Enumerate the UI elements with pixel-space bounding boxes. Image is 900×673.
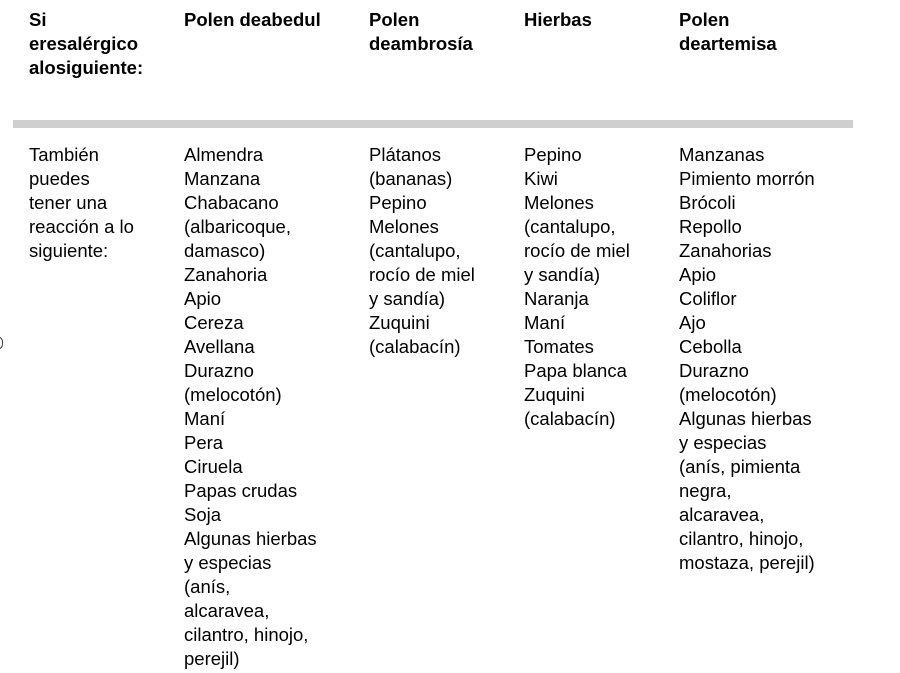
cell-line: Zuquini <box>369 312 430 333</box>
cell-line: artemisa <box>700 33 777 54</box>
cell-line: Durazno <box>184 360 254 381</box>
cell-line: Cereza <box>184 312 244 333</box>
cell-line: (calabacín) <box>524 408 616 429</box>
cell-line: Zuquini <box>524 384 585 405</box>
cell-line: Zanahoria <box>184 264 268 285</box>
cell-line: Cebolla <box>679 336 742 357</box>
cell-line: rocío de miel <box>524 240 630 261</box>
cell-line: Hierbas <box>524 9 592 30</box>
cell-line: tener una <box>29 192 108 213</box>
cell-line: y sandía) <box>369 288 446 309</box>
cell-line: (cantalupo, <box>524 216 616 237</box>
cell-line: (melocotón) <box>184 384 282 405</box>
grasses-foods-cell <box>524 143 669 431</box>
cell-line: Polen de <box>369 9 420 54</box>
cell-line: y especias <box>184 552 272 573</box>
cell-line: (calabacín) <box>369 336 461 357</box>
cell-line: Maní <box>524 312 566 333</box>
cell-line: (albaricoque, <box>184 216 291 237</box>
cell-line: rocío de miel <box>369 264 475 285</box>
cell-line: Papa blanca <box>524 360 627 381</box>
header-cell-allergic-to <box>29 8 144 80</box>
cell-line: ambrosía <box>390 33 473 54</box>
cell-line: negra, <box>679 480 732 501</box>
cell-line: Polen de <box>679 9 730 54</box>
header-cell-ragweed-pollen <box>369 8 479 56</box>
cell-line: puedes <box>29 168 90 189</box>
cell-line: Plátanos <box>369 144 441 165</box>
cell-line: siguiente: <box>55 57 144 78</box>
ragweed-foods-cell <box>369 143 514 359</box>
header-cell-birch-pollen <box>184 8 359 32</box>
header-divider <box>13 120 853 128</box>
cell-line: (bananas) <box>369 168 453 189</box>
cell-line: Repollo <box>679 216 742 237</box>
cell-line: Apio <box>184 288 222 309</box>
birch-foods-cell <box>184 143 359 671</box>
cell-line: Papas crudas <box>184 480 298 501</box>
cell-line: Ciruela <box>184 456 243 477</box>
cell-line: Soja <box>184 504 222 525</box>
cell-line: abedul <box>261 9 321 30</box>
cell-line: Manzanas <box>679 144 765 165</box>
cell-line: (anís, <box>184 576 231 597</box>
cell-line: reacción a lo <box>29 216 134 237</box>
cell-line: Ajo <box>679 312 706 333</box>
cell-line: alcaravea, <box>184 600 270 621</box>
left-edge-marker <box>0 336 3 350</box>
cell-line: lo <box>39 57 56 78</box>
cell-line: mostaza, perejil) <box>679 552 815 573</box>
cell-line: Pimiento morrón <box>679 168 815 189</box>
cell-line: Naranja <box>524 288 589 309</box>
cell-line: Coliflor <box>679 288 737 309</box>
cell-line: damasco) <box>184 240 266 261</box>
cell-line: Melones <box>369 216 439 237</box>
row-label-cell <box>29 143 169 263</box>
cell-line: siguiente: <box>29 240 109 261</box>
cell-line: Zanahorias <box>679 240 772 261</box>
cell-line: Tomates <box>524 336 594 357</box>
cell-line: Melones <box>524 192 594 213</box>
cell-line: cilantro, hinojo, <box>679 528 804 549</box>
cell-line: Maní <box>184 408 226 429</box>
cell-line: Kiwi <box>524 168 558 189</box>
cell-line: Pepino <box>369 192 427 213</box>
cell-line: Polen de <box>184 9 262 30</box>
cell-line: (melocotón) <box>679 384 777 405</box>
cell-line: y especias <box>679 432 767 453</box>
cell-line: Algunas hierbas <box>184 528 317 549</box>
cell-line: Brócoli <box>679 192 736 213</box>
cell-line: Manzana <box>184 168 261 189</box>
cell-line: alcaravea, <box>679 504 765 525</box>
cell-line: (cantalupo, <box>369 240 461 261</box>
cell-line: (anís, pimienta <box>679 456 801 477</box>
mugwort-foods-cell <box>679 143 849 575</box>
cell-line: y sandía) <box>524 264 601 285</box>
cell-line: cilantro, hinojo, <box>184 624 309 645</box>
cell-line: Avellana <box>184 336 255 357</box>
header-cell-grasses <box>524 8 669 32</box>
cell-line: También <box>29 144 99 165</box>
cell-line: Durazno <box>679 360 749 381</box>
cell-line: alérgico a <box>29 33 139 78</box>
cell-line: Pepino <box>524 144 582 165</box>
cell-line: Algunas hierbas <box>679 408 812 429</box>
cell-line: perejil) <box>184 648 240 669</box>
header-cell-mugwort-pollen <box>679 8 779 56</box>
cell-line: Apio <box>679 264 717 285</box>
cell-line: Si eres <box>29 9 68 54</box>
cell-line: Pera <box>184 432 224 453</box>
cell-line: Chabacano <box>184 192 279 213</box>
cell-line: Almendra <box>184 144 264 165</box>
